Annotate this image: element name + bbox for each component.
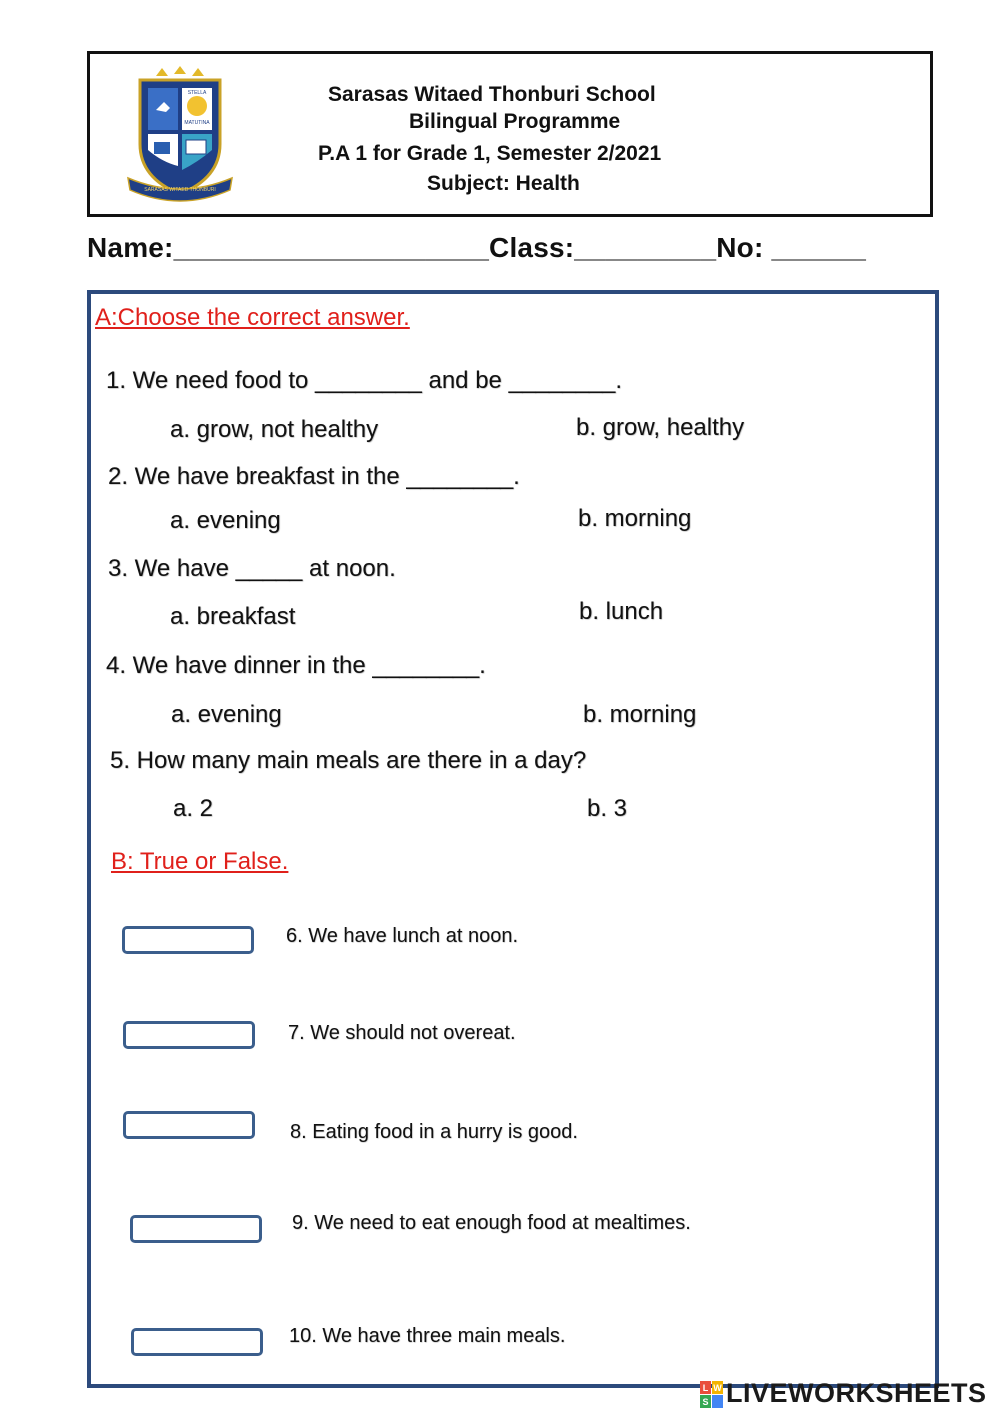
section-a-title: A:Choose the correct answer. bbox=[95, 304, 410, 331]
school-crest-logo bbox=[126, 66, 234, 206]
crest-motto-top: STELLA bbox=[187, 90, 207, 96]
question-1: 1. We need food to ________ and be ________. bbox=[106, 367, 623, 394]
logo-letter-w: W bbox=[713, 1383, 722, 1393]
school-name: Sarasas Witaed Thonburi School bbox=[328, 83, 656, 106]
question-5: 5. How many main meals are there in a day? bbox=[110, 747, 587, 774]
statement-10: 10. We have three main meals. bbox=[289, 1325, 566, 1347]
assessment-title: P.A 1 for Grade 1, Semester 2/2021 bbox=[318, 142, 662, 165]
answer-box-6[interactable] bbox=[122, 926, 254, 954]
question-5-option-b[interactable]: b. 3 bbox=[587, 795, 628, 822]
statement-7: 7. We should not overeat. bbox=[288, 1022, 516, 1044]
liveworksheets-logo-icon bbox=[700, 1381, 724, 1409]
statement-6: 6. We have lunch at noon. bbox=[286, 925, 519, 947]
question-2-option-a[interactable]: a. evening bbox=[170, 507, 281, 534]
answer-box-9[interactable] bbox=[130, 1215, 262, 1243]
question-4: 4. We have dinner in the ________. bbox=[106, 652, 486, 679]
question-1-option-b[interactable]: b. grow, healthy bbox=[576, 414, 745, 441]
section-b-title: B: True or False. bbox=[111, 848, 289, 875]
question-2: 2. We have breakfast in the ________. bbox=[108, 463, 520, 490]
watermark-text: LIVEWORKSHEETS bbox=[726, 1378, 987, 1408]
question-3-option-a[interactable]: a. breakfast bbox=[170, 603, 296, 630]
question-4-option-a[interactable]: a. evening bbox=[171, 701, 282, 728]
statement-9: 9. We need to eat enough food at mealtimes. bbox=[292, 1212, 691, 1234]
logo-letter-s: S bbox=[702, 1397, 709, 1407]
question-1-option-a[interactable]: a. grow, not healthy bbox=[170, 416, 379, 443]
statement-8: 8. Eating food in a hurry is good. bbox=[290, 1121, 578, 1143]
question-5-option-a[interactable]: a. 2 bbox=[173, 795, 214, 822]
question-4-option-b[interactable]: b. morning bbox=[583, 701, 697, 728]
logo-letter-l: L bbox=[702, 1383, 709, 1393]
subject-label: Subject: Health bbox=[427, 172, 580, 195]
answer-box-8[interactable] bbox=[123, 1111, 255, 1139]
answer-box-10[interactable] bbox=[131, 1328, 263, 1356]
question-3: 3. We have _____ at noon. bbox=[108, 555, 396, 582]
question-3-option-b[interactable]: b. lunch bbox=[579, 598, 664, 625]
answer-box-7[interactable] bbox=[123, 1021, 255, 1049]
question-2-option-b[interactable]: b. morning bbox=[578, 505, 692, 532]
programme-name: Bilingual Programme bbox=[409, 110, 621, 133]
crest-ribbon: SARASAS WITAED THONBURI bbox=[144, 187, 216, 193]
crest-motto-bottom: MATUTINA bbox=[184, 120, 210, 126]
student-info-line: Name:____________________Class:_________No: ______ bbox=[87, 232, 867, 263]
